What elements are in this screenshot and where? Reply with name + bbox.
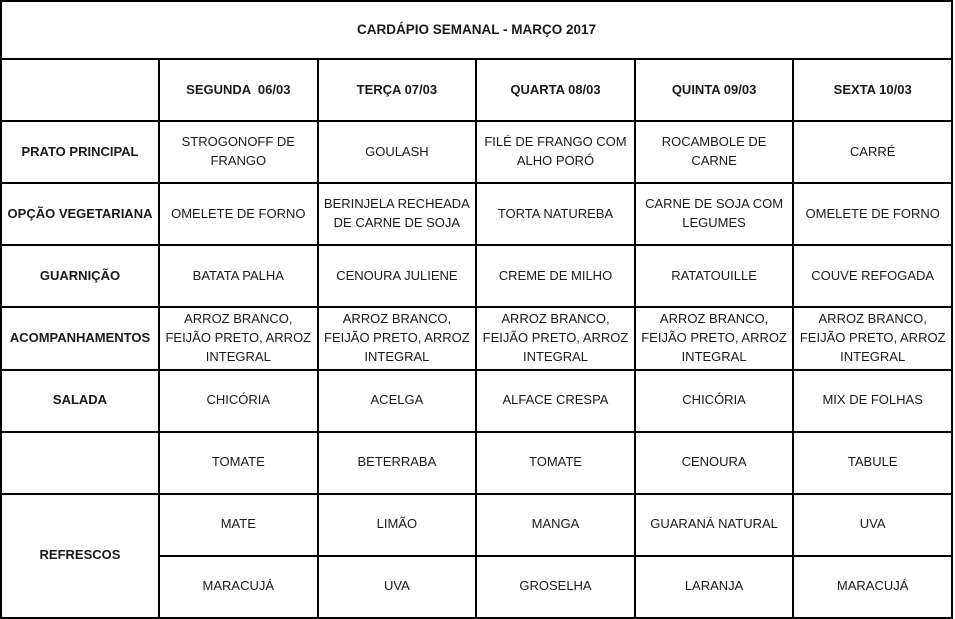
menu-cell: GOULASH — [318, 121, 477, 183]
menu-cell: CARNE DE SOJA COM LEGUMES — [635, 183, 794, 245]
header-row — [1, 59, 952, 121]
menu-cell: UVA — [793, 494, 952, 556]
row-label — [1, 432, 159, 494]
menu-cell: BETERRABA — [318, 432, 477, 494]
menu-cell: ARROZ BRANCO, FEIJÃO PRETO, ARROZ INTEGRAL — [793, 307, 952, 370]
menu-cell: LIMÃO — [318, 494, 477, 556]
menu-cell: BERINJELA RECHEADA DE CARNE DE SOJA — [318, 183, 477, 245]
row-salada — [1, 370, 952, 432]
row-guarnicao — [1, 245, 952, 307]
row-label: OPÇÃO VEGETARIANA — [1, 183, 159, 245]
menu-cell: UVA — [318, 556, 477, 618]
row-label: GUARNIÇÃO — [1, 245, 159, 307]
row-prato-principal — [1, 121, 952, 183]
menu-cell: MANGA — [476, 494, 635, 556]
menu-cell: STROGONOFF DE FRANGO — [159, 121, 318, 183]
menu-cell: GUARANÁ NATURAL — [635, 494, 794, 556]
menu-cell: CHICÓRIA — [635, 370, 794, 432]
menu-cell: ALFACE CRESPA — [476, 370, 635, 432]
menu-cell: MATE — [159, 494, 318, 556]
menu-cell: ARROZ BRANCO, FEIJÃO PRETO, ARROZ INTEGRAL — [635, 307, 794, 370]
menu-cell: OMELETE DE FORNO — [159, 183, 318, 245]
row-acompanhamentos — [1, 307, 952, 370]
menu-cell: CARRÉ — [793, 121, 952, 183]
title-row — [1, 1, 952, 59]
menu-cell: ROCAMBOLE DE CARNE — [635, 121, 794, 183]
menu-cell: CHICÓRIA — [159, 370, 318, 432]
menu-cell: MARACUJÁ — [159, 556, 318, 618]
row-label: SALADA — [1, 370, 159, 432]
menu-cell: TABULE — [793, 432, 952, 494]
row-salada-2 — [1, 432, 952, 494]
menu-cell: ACELGA — [318, 370, 477, 432]
menu-cell: GROSELHA — [476, 556, 635, 618]
menu-cell: TOMATE — [476, 432, 635, 494]
menu-cell: ARROZ BRANCO, FEIJÃO PRETO, ARROZ INTEGRAL — [159, 307, 318, 370]
menu-cell: ARROZ BRANCO, FEIJÃO PRETO, ARROZ INTEGRAL — [318, 307, 477, 370]
menu-cell: TORTA NATUREBA — [476, 183, 635, 245]
menu-cell: LARANJA — [635, 556, 794, 618]
row-refrescos-1 — [1, 494, 952, 556]
row-label: PRATO PRINCIPAL — [1, 121, 159, 183]
corner-cell — [1, 59, 159, 121]
menu-cell: MARACUJÁ — [793, 556, 952, 618]
column-header-quarta: QUARTA 08/03 — [476, 59, 635, 121]
menu-cell: FILÉ DE FRANGO COM ALHO PORÓ — [476, 121, 635, 183]
menu-cell: OMELETE DE FORNO — [793, 183, 952, 245]
menu-cell: CENOURA JULIENE — [318, 245, 477, 307]
menu-cell: COUVE REFOGADA — [793, 245, 952, 307]
column-header-segunda: SEGUNDA 06/03 — [159, 59, 318, 121]
menu-cell: CREME DE MILHO — [476, 245, 635, 307]
menu-cell: CENOURA — [635, 432, 794, 494]
column-header-sexta: SEXTA 10/03 — [793, 59, 952, 121]
menu-cell: TOMATE — [159, 432, 318, 494]
column-header-terca: TERÇA 07/03 — [318, 59, 477, 121]
page-title: CARDÁPIO SEMANAL - MARÇO 2017 — [1, 1, 952, 59]
row-label: REFRESCOS — [1, 494, 159, 618]
menu-cell: BATATA PALHA — [159, 245, 318, 307]
menu-cell: RATATOUILLE — [635, 245, 794, 307]
row-opcao-vegetariana — [1, 183, 952, 245]
row-label: ACOMPANHAMENTOS — [1, 307, 159, 370]
menu-cell: MIX DE FOLHAS — [793, 370, 952, 432]
column-header-quinta: QUINTA 09/03 — [635, 59, 794, 121]
menu-cell: ARROZ BRANCO, FEIJÃO PRETO, ARROZ INTEGRAL — [476, 307, 635, 370]
